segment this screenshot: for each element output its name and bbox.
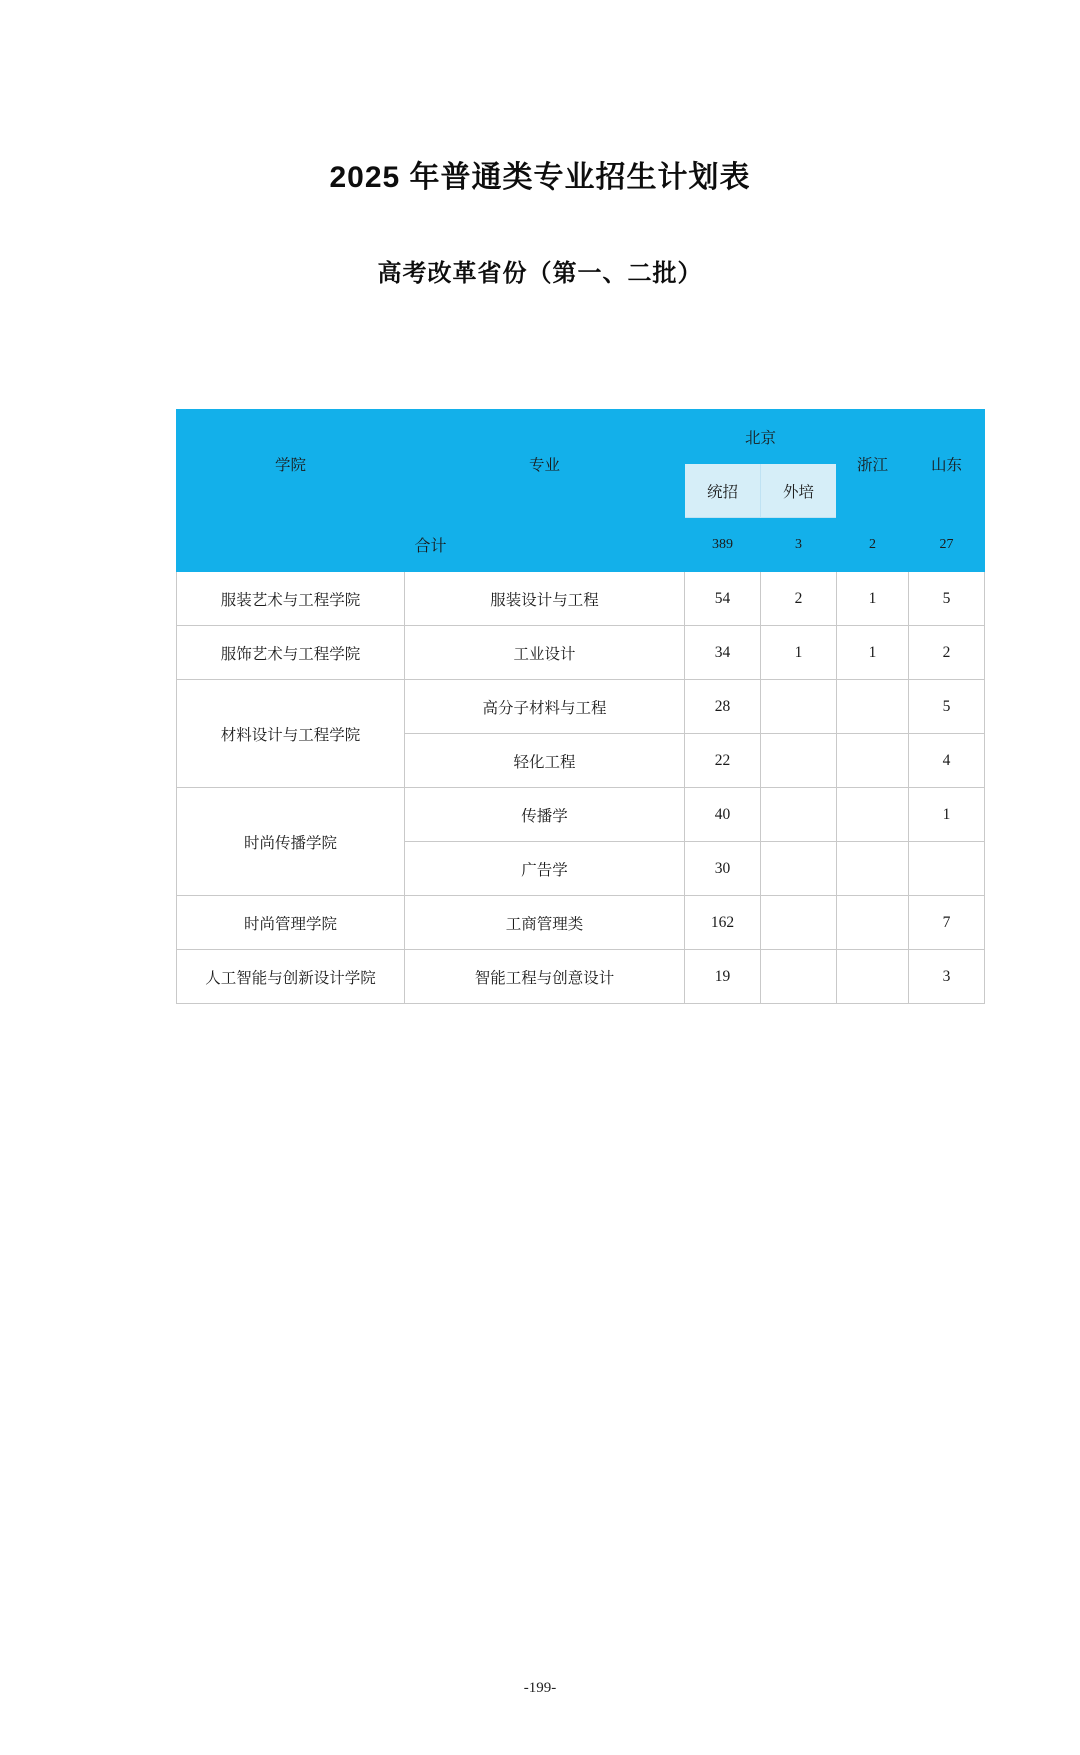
cell-major: 高分子材料与工程: [405, 680, 685, 734]
cell-tongzhao: 162: [685, 896, 761, 950]
cell-major: 服装设计与工程: [405, 572, 685, 626]
cell-college: 材料设计与工程学院: [177, 680, 405, 788]
column-header-beijing: 北京: [685, 410, 837, 464]
cell-zhejiang: [837, 788, 909, 842]
cell-shandong: 2: [909, 626, 985, 680]
cell-shandong: 7: [909, 896, 985, 950]
cell-tongzhao: 19: [685, 950, 761, 1004]
total-label: 合计: [177, 518, 685, 572]
table-row: [177, 788, 985, 842]
cell-major: 工业设计: [405, 626, 685, 680]
cell-major: 工商管理类: [405, 896, 685, 950]
cell-shandong: 4: [909, 734, 985, 788]
cell-waipei: 2: [761, 572, 837, 626]
total-zhejiang: 2: [837, 518, 909, 572]
column-header-shandong: 山东: [909, 410, 985, 518]
cell-college: 时尚管理学院: [177, 896, 405, 950]
table-row-total: [177, 518, 985, 572]
cell-shandong: 5: [909, 680, 985, 734]
cell-zhejiang: 1: [837, 572, 909, 626]
cell-college: 时尚传播学院: [177, 788, 405, 896]
cell-major: 轻化工程: [405, 734, 685, 788]
total-tongzhao: 389: [685, 518, 761, 572]
cell-zhejiang: [837, 680, 909, 734]
cell-major: 广告学: [405, 842, 685, 896]
cell-waipei: [761, 896, 837, 950]
table-row: [177, 680, 985, 734]
page-title: 2025 年普通类专业招生计划表: [329, 161, 751, 194]
total-waipei: 3: [761, 518, 837, 572]
cell-tongzhao: 54: [685, 572, 761, 626]
page-subtitle: 高考改革省份（第一、二批）: [377, 260, 703, 287]
table-header: [177, 410, 985, 518]
table-row: [177, 950, 985, 1004]
cell-major: 传播学: [405, 788, 685, 842]
cell-college: 服装艺术与工程学院: [177, 572, 405, 626]
column-header-major: 专业: [405, 410, 685, 518]
column-header-beijing-waipei: 外培: [761, 464, 837, 518]
cell-waipei: [761, 680, 837, 734]
cell-shandong: 1: [909, 788, 985, 842]
cell-college: 服饰艺术与工程学院: [177, 626, 405, 680]
cell-zhejiang: [837, 842, 909, 896]
table-row: [177, 626, 985, 680]
column-header-college: 学院: [177, 410, 405, 518]
total-shandong: 27: [909, 518, 985, 572]
cell-waipei: [761, 734, 837, 788]
cell-shandong: 5: [909, 572, 985, 626]
cell-tongzhao: 34: [685, 626, 761, 680]
cell-tongzhao: 22: [685, 734, 761, 788]
cell-zhejiang: 1: [837, 626, 909, 680]
cell-zhejiang: [837, 896, 909, 950]
table-body: [177, 518, 985, 1004]
cell-shandong: [909, 842, 985, 896]
cell-tongzhao: 40: [685, 788, 761, 842]
cell-zhejiang: [837, 950, 909, 1004]
cell-shandong: 3: [909, 950, 985, 1004]
column-header-beijing-tongzhao: 统招: [685, 464, 761, 518]
admission-plan-table-wrapper: [176, 288, 963, 1004]
column-header-zhejiang: 浙江: [837, 410, 909, 518]
admission-plan-table: [176, 409, 985, 1004]
cell-waipei: [761, 788, 837, 842]
cell-zhejiang: [837, 734, 909, 788]
cell-waipei: 1: [761, 626, 837, 680]
cell-tongzhao: 28: [685, 680, 761, 734]
cell-major: 智能工程与创意设计: [405, 950, 685, 1004]
table-row: [177, 896, 985, 950]
cell-waipei: [761, 842, 837, 896]
cell-college: 人工智能与创新设计学院: [177, 950, 405, 1004]
table-row: [177, 572, 985, 626]
cell-waipei: [761, 950, 837, 1004]
cell-tongzhao: 30: [685, 842, 761, 896]
page-number: -199-: [523, 1680, 557, 1696]
